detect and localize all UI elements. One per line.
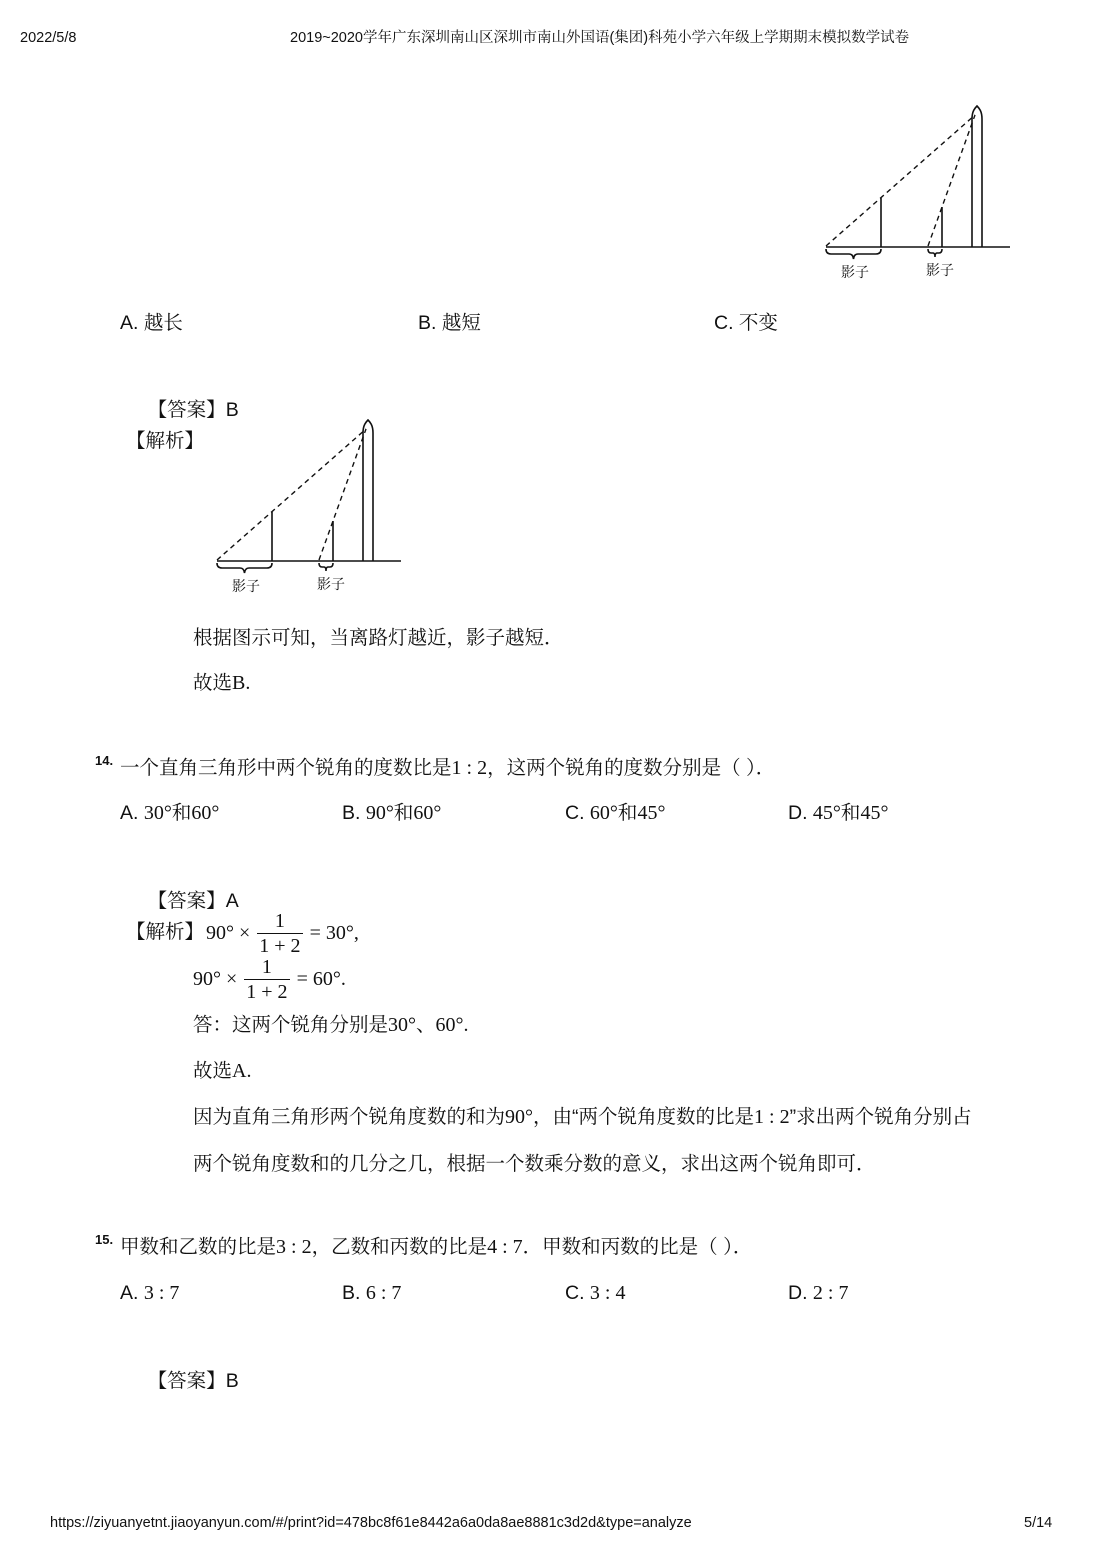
shadow-brace-short: [319, 563, 333, 571]
shadow-brace-long: [217, 563, 272, 573]
text-run: A.: [120, 802, 144, 824]
option-c: [714, 311, 778, 335]
analysis-explanation: [193, 1152, 876, 1176]
answer: [126, 1345, 239, 1417]
analysis-label: 【解析】: [126, 430, 205, 452]
text-run: ，这两个锐角的度数分别是（ ）．: [487, 757, 776, 779]
formula-line: [193, 952, 346, 1006]
math-expression: 60°: [413, 802, 442, 824]
math-expression: B.: [232, 672, 251, 694]
answer-value: B: [225, 399, 239, 421]
text-run: 两个锐角度数和的几分之几，根据一个数乘分数的意义，求出这两个锐角即可．: [193, 1153, 876, 1175]
option-c: [565, 801, 665, 825]
text-run: D.: [788, 802, 813, 824]
text-run: 答：这两个锐角分别是: [193, 1014, 389, 1036]
text-run: C.: [565, 802, 590, 824]
question-stem: [120, 756, 775, 780]
math-expression: = 60°.: [296, 968, 346, 990]
fraction-denominator: 1 + 2: [259, 934, 301, 957]
math-expression: A.: [232, 1060, 252, 1082]
math-expression: 60°: [191, 802, 220, 824]
option-c: [565, 1281, 625, 1305]
text-run: 、: [416, 1014, 436, 1036]
math-expression: 45°: [860, 802, 889, 824]
analysis-explanation: [193, 1105, 972, 1129]
math-expression: 60°.: [435, 1014, 469, 1036]
shadow-label-short: 影子: [317, 576, 345, 592]
math-expression: = 30°,: [309, 922, 359, 944]
answer-value: A: [225, 890, 239, 912]
text-run: 和: [840, 802, 861, 824]
shadow-label-long: 影子: [841, 264, 869, 280]
text-run: ，由“两个锐角度数的比是: [533, 1106, 755, 1128]
streetlight-pole: [363, 420, 373, 561]
math-expression: 3 : 4: [589, 1282, 626, 1304]
text-run: 和: [171, 802, 192, 824]
text-run: 和: [393, 802, 414, 824]
analysis-conclusion: [193, 1059, 251, 1083]
math-expression: 45°: [637, 802, 666, 824]
math-expression: 90°: [505, 1106, 534, 1128]
light-ray-far: [217, 429, 366, 560]
text-run: A. 越长: [120, 312, 183, 334]
text-run: C. 不变: [714, 312, 778, 334]
text-run: D.: [788, 1282, 813, 1304]
option-a: [120, 1281, 179, 1305]
question-number: 15.: [95, 1232, 114, 1247]
text-run: B.: [342, 1282, 366, 1304]
text-run: 一个直角三角形中两个锐角的度数比是: [120, 757, 452, 779]
option-a: [120, 801, 219, 825]
text-run: ，乙数和丙数的比是: [311, 1236, 488, 1258]
shadow-brace-long: [826, 249, 881, 259]
math-expression: 3 : 2: [276, 1236, 312, 1258]
shadow-label-short: 影子: [926, 262, 954, 278]
option-b: [342, 801, 441, 825]
math-expression: 30°: [388, 1014, 417, 1036]
fraction: [257, 909, 302, 958]
text-run: 和: [617, 802, 638, 824]
fraction-numerator: 1: [257, 909, 302, 934]
math-expression: 1 : 2: [754, 1106, 790, 1128]
option-b: [342, 1281, 401, 1305]
analysis-answer-text: [193, 1013, 469, 1037]
streetlight-shadow-figure: [815, 100, 1020, 285]
math-expression: 90° ×: [193, 968, 238, 990]
text-run: ．甲数和丙数的比是（ ）．: [522, 1236, 753, 1258]
document-title: 2019~2020学年广东深圳南山区深圳市南山外国语(集团)科苑小学六年级上学期期末模拟数学试卷: [290, 30, 910, 46]
question-stem: [120, 1235, 752, 1259]
answer-label: 【答案】: [147, 399, 226, 421]
text-run: 甲数和乙数的比是: [120, 1236, 277, 1258]
light-ray-near: [928, 115, 975, 246]
math-expression: 6 : 7: [365, 1282, 402, 1304]
shadow-label-long: 影子: [232, 578, 260, 594]
analysis-streetlight-figure: [206, 414, 411, 599]
text-run: A.: [120, 1282, 144, 1304]
math-expression: 45°: [812, 802, 841, 824]
page-url: https://ziyuanyetnt.jiaoyanyun.com/#/print?id=478bc8f61e8442a6a0da8ae8881c3d2d&type=analyze: [50, 1515, 692, 1531]
math-expression: 30°: [143, 802, 172, 824]
answer-value: B: [225, 1370, 239, 1392]
print-date: 2022/5/8: [20, 30, 77, 46]
text-run: B. 越短: [418, 312, 481, 334]
option-a: [120, 311, 183, 335]
analysis-label: 【解析】: [126, 921, 205, 943]
shadow-brace-short: [928, 249, 942, 257]
fraction-numerator: 1: [244, 955, 289, 980]
light-ray-far: [826, 115, 975, 246]
math-expression: 90° ×: [206, 922, 251, 944]
fraction-denominator: 1 + 2: [246, 980, 288, 1003]
analysis-conclusion: [193, 671, 250, 695]
analysis-text: [193, 626, 564, 650]
math-expression: 2 : 7: [812, 1282, 849, 1304]
math-expression: 60°: [589, 802, 618, 824]
text-run: B.: [342, 802, 366, 824]
fraction: [244, 955, 289, 1004]
option-d: [788, 1281, 848, 1305]
answer-label: 【答案】: [147, 1370, 226, 1392]
math-expression: 3 : 7: [143, 1282, 180, 1304]
text-run: ”求出两个锐角分别占: [789, 1106, 972, 1128]
text-run: 因为直角三角形两个锐角度数的和为: [193, 1106, 506, 1128]
answer-label: 【答案】: [147, 890, 226, 912]
text-run: C.: [565, 1282, 590, 1304]
option-b: [418, 311, 481, 335]
text-run: 根据图示可知，当离路灯越近，影子越短．: [193, 627, 564, 649]
text-run: 故选: [193, 672, 233, 694]
streetlight-pole: [972, 106, 982, 247]
math-expression: 90°: [365, 802, 394, 824]
question-number: 14.: [95, 753, 114, 768]
math-expression: 4 : 7: [487, 1236, 523, 1258]
option-d: [788, 801, 888, 825]
text-run: 故选: [193, 1060, 233, 1082]
page-number: 5/14: [1024, 1515, 1053, 1531]
math-expression: 1 : 2: [451, 757, 488, 779]
light-ray-near: [319, 429, 366, 560]
